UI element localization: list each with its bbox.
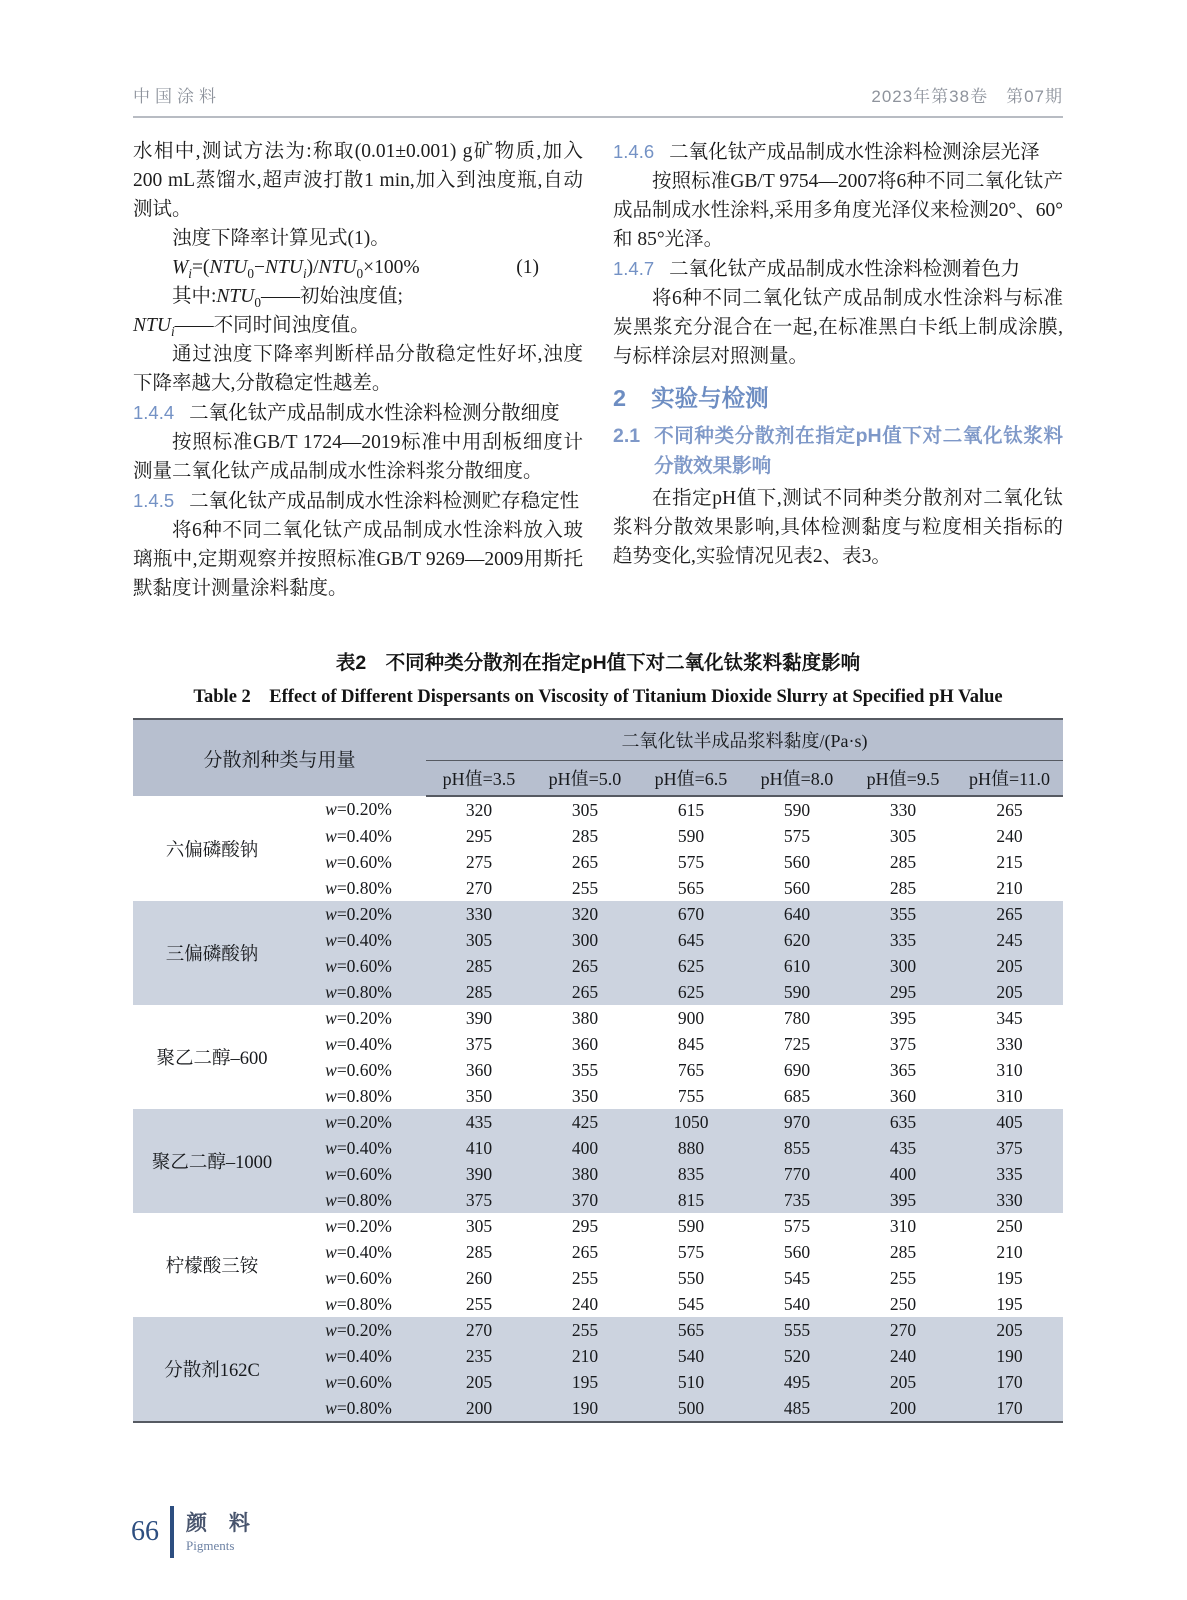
ph-column-header: pH值=3.5 <box>426 761 532 797</box>
viscosity-value-cell: 285 <box>426 953 532 979</box>
viscosity-value-cell: 495 <box>744 1369 850 1395</box>
dosage-cell: w=0.40% <box>291 1135 426 1161</box>
viscosity-value-cell: 575 <box>783 1215 811 1236</box>
viscosity-value-cell: 300 <box>532 927 638 953</box>
page-number: 66 <box>131 1516 159 1547</box>
viscosity-value-cell: 855 <box>744 1135 850 1161</box>
viscosity-value-cell: 310 <box>996 1085 1023 1106</box>
viscosity-value-cell: 195 <box>996 1267 1023 1288</box>
viscosity-value-cell: 685 <box>783 1085 811 1106</box>
equation-expression: $W_i=(NTU_0-NTU_i)/NTU_0\times 100\%$ <box>172 257 420 281</box>
dosage-cell: w=0.20% <box>291 1109 426 1135</box>
viscosity-value-cell: 780 <box>783 1007 811 1028</box>
viscosity-value-cell: 210 <box>996 877 1023 898</box>
dosage-cell: w=0.40% <box>291 1343 426 1369</box>
viscosity-value-cell: 395 <box>889 1007 917 1028</box>
table-row <box>133 1213 1063 1239</box>
viscosity-value-cell: 255 <box>532 1317 638 1343</box>
viscosity-value-cell: 355 <box>850 901 956 927</box>
table-head <box>133 719 1063 796</box>
viscosity-value-cell: 360 <box>571 1033 599 1054</box>
table-row <box>133 796 1063 823</box>
viscosity-value-cell: 370 <box>532 1187 638 1213</box>
dosage-cell: w=0.20% <box>325 1007 392 1028</box>
viscosity-value-cell: 575 <box>677 851 705 872</box>
viscosity-value-cell: 560 <box>783 851 811 872</box>
viscosity-value-cell: 540 <box>783 1293 811 1314</box>
dosage-cell: w=0.80% <box>325 877 392 898</box>
dosage-cell: w=0.20% <box>291 901 426 927</box>
viscosity-value-cell: 345 <box>996 1007 1023 1028</box>
viscosity-value-cell: 215 <box>996 851 1023 872</box>
dosage-cell: w=0.60% <box>291 1369 426 1395</box>
dosage-cell: w=0.60% <box>325 1267 392 1288</box>
subsection-heading-1-4-7 <box>613 254 1063 284</box>
viscosity-value-cell: 435 <box>850 1135 956 1161</box>
subsection-heading-1-4-6 <box>613 137 1063 167</box>
table-caption-chinese: 表2 不同种类分散剂在指定pH值下对二氧化钛浆料黏度影响 <box>335 652 861 674</box>
viscosity-value-cell: 320 <box>532 901 638 927</box>
dosage-cell: w=0.40% <box>325 825 392 846</box>
viscosity-value-cell: 200 <box>426 1395 532 1422</box>
viscosity-value-cell: 170 <box>956 1395 1063 1422</box>
viscosity-value-cell: 970 <box>744 1109 850 1135</box>
viscosity-value-cell: 255 <box>571 1267 599 1288</box>
table-body <box>133 796 1063 1422</box>
viscosity-value-cell: 355 <box>571 1059 599 1080</box>
viscosity-value-cell: 565 <box>638 1317 744 1343</box>
viscosity-value-cell: 305 <box>426 927 532 953</box>
viscosity-value-cell: 620 <box>744 927 850 953</box>
viscosity-value-cell: 265 <box>996 799 1023 820</box>
viscosity-value-cell: 330 <box>956 1187 1063 1213</box>
viscosity-value-cell: 285 <box>889 877 917 898</box>
subsection-number: 1.4.6 <box>613 141 655 162</box>
dosage-cell: w=0.60% <box>291 953 426 979</box>
viscosity-value-cell: 590 <box>783 799 811 820</box>
dispersant-name-cell: 柠檬酸三铵 <box>165 1257 259 1277</box>
viscosity-value-cell: 435 <box>426 1109 532 1135</box>
journal-title: 中国涂料 <box>133 87 221 106</box>
viscosity-value-cell: 485 <box>744 1395 850 1422</box>
viscosity-value-cell: 295 <box>465 825 493 846</box>
ph-column-header: pH值=5.0 <box>532 761 638 797</box>
viscosity-value-cell: 645 <box>638 927 744 953</box>
viscosity-value-cell: 590 <box>677 825 705 846</box>
equation-1 <box>133 253 583 282</box>
ph-column-header: pH值=8.0 <box>744 761 850 797</box>
paragraph: 水相中,测试方法为:称取(0.01±0.001) g矿物质,加入200 mL蒸馏水,超声波打散1 min,加入到浊度瓶,自动测试。 <box>133 141 583 220</box>
viscosity-value-cell: 275 <box>465 851 493 872</box>
viscosity-value-cell: 255 <box>465 1293 493 1314</box>
viscosity-value-cell: 260 <box>465 1267 493 1288</box>
viscosity-value-cell: 360 <box>889 1085 917 1106</box>
viscosity-value-cell: 565 <box>677 877 705 898</box>
viscosity-value-cell: 265 <box>532 953 638 979</box>
viscosity-value-cell: 235 <box>426 1343 532 1369</box>
table-row <box>133 1005 1063 1031</box>
viscosity-value-cell: 400 <box>532 1135 638 1161</box>
viscosity-value-cell: 625 <box>638 953 744 979</box>
viscosity-value-cell: 725 <box>783 1033 811 1054</box>
viscosity-value-cell: 560 <box>783 1241 811 1262</box>
dosage-cell: w=0.80% <box>291 1187 426 1213</box>
viscosity-value-cell: 305 <box>571 799 599 820</box>
viscosity-value-cell: 400 <box>850 1161 956 1187</box>
viscosity-value-cell: 615 <box>677 799 705 820</box>
viscosity-value-cell: 330 <box>996 1033 1023 1054</box>
section-number: 2 <box>613 385 627 411</box>
ph-column-header: pH值=11.0 <box>956 761 1063 797</box>
viscosity-value-cell: 640 <box>744 901 850 927</box>
viscosity-value-cell: 285 <box>889 851 917 872</box>
viscosity-value-cell: 335 <box>850 927 956 953</box>
dosage-cell: w=0.20% <box>291 1317 426 1343</box>
dosage-cell: w=0.20% <box>325 1215 392 1236</box>
subsection-number: 1.4.5 <box>133 490 175 511</box>
subsection-title: 二氧化钛产成品制成水性涂料检测涂层光泽 <box>669 142 1040 163</box>
viscosity-value-cell: 375 <box>426 1187 532 1213</box>
footer-section-names <box>186 1511 258 1554</box>
viscosity-value-cell: 295 <box>571 1215 599 1236</box>
dosage-cell: w=0.20% <box>325 799 392 819</box>
viscosity-value-cell: 560 <box>783 877 811 898</box>
paragraph: 按照标准GB/T 9754—2007将6种不同二氧化钛产成品制成水性涂料,采用多角度光泽仪来检测20°、60°和 85°光泽。 <box>613 171 1063 250</box>
viscosity-value-cell: 265 <box>532 979 638 1005</box>
dosage-cell: w=0.60% <box>325 851 392 872</box>
subsection-heading-1-4-5 <box>133 486 583 516</box>
dosage-cell: w=0.40% <box>325 1033 392 1054</box>
viscosity-value-cell: 880 <box>638 1135 744 1161</box>
viscosity-value-cell: 360 <box>465 1059 493 1080</box>
viscosity-value-cell: 845 <box>677 1033 705 1054</box>
viscosity-value-cell: 170 <box>956 1369 1063 1395</box>
dispersant-name-cell: 分散剂162C <box>133 1317 291 1422</box>
viscosity-value-cell: 210 <box>532 1343 638 1369</box>
viscosity-value-cell: 310 <box>889 1215 917 1236</box>
viscosity-value-cell: 500 <box>638 1395 744 1422</box>
page-footer <box>131 1506 258 1558</box>
viscosity-value-cell: 250 <box>996 1215 1023 1236</box>
viscosity-value-cell: 255 <box>571 877 599 898</box>
viscosity-value-cell: 900 <box>677 1007 705 1028</box>
dosage-cell: w=0.60% <box>291 1161 426 1187</box>
viscosity-value-cell: 735 <box>744 1187 850 1213</box>
section-title: 实验与检测 <box>651 385 769 411</box>
viscosity-value-cell: 205 <box>956 979 1063 1005</box>
viscosity-value-cell: 285 <box>889 1241 917 1262</box>
viscosity-value-cell: 335 <box>956 1161 1063 1187</box>
footer-divider-bar <box>170 1506 174 1558</box>
viscosity-value-cell: 305 <box>889 825 917 846</box>
table-row <box>133 1109 1063 1135</box>
paragraph: 在指定pH值下,测试不同种类分散剂对二氧化钛浆料分散效果影响,具体检测黏度与粒度相关指标的趋势变化,实验情况见表2、表3。 <box>613 488 1063 567</box>
viscosity-value-cell: 510 <box>638 1369 744 1395</box>
subsection-heading-1-4-4 <box>133 398 583 428</box>
viscosity-value-cell: 410 <box>426 1135 532 1161</box>
viscosity-value-cell: 375 <box>465 1033 493 1054</box>
viscosity-value-cell: 240 <box>996 825 1023 846</box>
running-head-rule <box>133 116 1063 118</box>
table-head-row-1 <box>133 719 1063 761</box>
section-heading-2 <box>613 380 1063 416</box>
paragraph: 浊度下降率计算见式(1)。 <box>172 228 390 249</box>
viscosity-value-cell: 295 <box>850 979 956 1005</box>
dosage-cell: w=0.40% <box>291 927 426 953</box>
section-title: 不同种类分散剂在指定pH值下对二氧化钛浆料分散效果影响 <box>654 425 1063 477</box>
viscosity-value-cell: 375 <box>889 1033 917 1054</box>
viscosity-value-cell: 365 <box>889 1059 917 1080</box>
paragraph: 按照标准GB/T 1724—2019标准中用刮板细度计测量二氧化钛产成品制成水性涂料浆分散细度。 <box>133 432 583 482</box>
viscosity-value-cell: 540 <box>638 1343 744 1369</box>
paragraph: 通过浊度下降率判断样品分散稳定性好坏,浊度下降率越大,分散稳定性越差。 <box>133 344 583 394</box>
subsection-title: 二氧化钛产成品制成水性涂料检测贮存稳定性 <box>189 491 580 512</box>
viscosity-value-cell: 270 <box>426 1317 532 1343</box>
viscosity-value-cell: 545 <box>783 1267 811 1288</box>
dispersant-name-cell: 三偏磷酸钠 <box>133 901 291 1005</box>
viscosity-value-cell: 590 <box>677 1215 705 1236</box>
viscosity-span-header: 二氧化钛半成品浆料黏度/(Pa·s) <box>426 719 1063 761</box>
viscosity-value-cell: 285 <box>426 979 532 1005</box>
viscosity-value-cell: 195 <box>532 1369 638 1395</box>
section-number: 2.1 <box>613 425 641 447</box>
viscosity-value-cell: 270 <box>465 877 493 898</box>
viscosity-value-cell: 755 <box>677 1085 705 1106</box>
viscosity-value-cell: 625 <box>638 979 744 1005</box>
viscosity-table <box>133 718 1063 1423</box>
viscosity-value-cell: 635 <box>850 1109 956 1135</box>
viscosity-value-cell: 815 <box>638 1187 744 1213</box>
dosage-cell: w=0.80% <box>291 979 426 1005</box>
viscosity-value-cell: 305 <box>465 1215 493 1236</box>
viscosity-value-cell: 265 <box>571 1241 599 1262</box>
footer-section-chinese: 颜 料 <box>186 1511 258 1535</box>
dispersant-name-cell: 聚乙二醇–600 <box>156 1049 268 1069</box>
viscosity-value-cell: 285 <box>571 825 599 846</box>
viscosity-value-cell: 330 <box>426 901 532 927</box>
viscosity-value-cell: 205 <box>850 1369 956 1395</box>
viscosity-value-cell: 350 <box>571 1085 599 1106</box>
viscosity-value-cell: 245 <box>956 927 1063 953</box>
viscosity-value-cell: 545 <box>677 1293 705 1314</box>
variable-definition: 其中$:NTU_0——$初始浊度值; <box>172 286 403 310</box>
dosage-cell: w=0.60% <box>325 1059 392 1080</box>
viscosity-value-cell: 195 <box>996 1293 1023 1314</box>
viscosity-value-cell: 250 <box>889 1293 917 1314</box>
viscosity-value-cell: 575 <box>677 1241 705 1262</box>
issue-info: 2023年第38卷 第07期 <box>871 87 1063 106</box>
viscosity-value-cell: 270 <box>850 1317 956 1343</box>
viscosity-value-cell: 375 <box>956 1135 1063 1161</box>
footer-section-english: Pigments <box>186 1537 235 1553</box>
viscosity-value-cell: 190 <box>532 1395 638 1422</box>
viscosity-value-cell: 670 <box>638 901 744 927</box>
viscosity-value-cell: 200 <box>850 1395 956 1422</box>
viscosity-value-cell: 285 <box>465 1241 493 1262</box>
dispersant-name-cell: 聚乙二醇–1000 <box>133 1109 291 1213</box>
viscosity-value-cell: 210 <box>996 1241 1023 1262</box>
dispersant-type-header: 分散剂种类与用量 <box>133 719 426 796</box>
ph-column-header: pH值=9.5 <box>850 761 956 797</box>
equation-number: (1) <box>516 257 539 278</box>
viscosity-value-cell: 690 <box>783 1059 811 1080</box>
variable-definition: $NTU_i——$不同时间浊度值。 <box>133 315 370 339</box>
right-column <box>613 137 1063 603</box>
viscosity-value-cell: 380 <box>571 1007 599 1028</box>
viscosity-value-cell: 555 <box>744 1317 850 1343</box>
viscosity-value-cell: 350 <box>465 1085 493 1106</box>
viscosity-value-cell: 610 <box>744 953 850 979</box>
viscosity-value-cell: 405 <box>956 1109 1063 1135</box>
subsection-number: 1.4.4 <box>133 402 175 423</box>
subsection-title: 二氧化钛产成品制成水性涂料检测着色力 <box>669 259 1021 280</box>
table-row <box>133 901 1063 927</box>
ph-column-header: pH值=6.5 <box>638 761 744 797</box>
dispersant-name-cell: 六偏磷酸钠 <box>165 840 259 861</box>
viscosity-value-cell: 265 <box>956 901 1063 927</box>
text-columns <box>133 137 1063 603</box>
viscosity-value-cell: 320 <box>465 799 493 820</box>
viscosity-value-cell: 520 <box>744 1343 850 1369</box>
viscosity-value-cell: 205 <box>426 1369 532 1395</box>
viscosity-value-cell: 590 <box>744 979 850 1005</box>
viscosity-value-cell: 425 <box>532 1109 638 1135</box>
viscosity-value-cell: 1050 <box>638 1109 744 1135</box>
table-caption-english: Table 2 Effect of Different Dispersants on Viscosity of Titanium Dioxide Slurry at Specified pH Value <box>193 687 1003 707</box>
dosage-cell: w=0.80% <box>325 1293 392 1314</box>
viscosity-value-cell: 390 <box>465 1007 493 1028</box>
viscosity-value-cell: 265 <box>571 851 599 872</box>
viscosity-value-cell: 390 <box>426 1161 532 1187</box>
table-captions <box>133 647 1063 708</box>
running-head <box>133 82 1063 107</box>
dosage-cell: w=0.80% <box>325 1085 392 1106</box>
viscosity-value-cell: 205 <box>956 953 1063 979</box>
dosage-cell: w=0.80% <box>291 1395 426 1422</box>
viscosity-value-cell: 835 <box>638 1161 744 1187</box>
table-row <box>133 1317 1063 1343</box>
viscosity-value-cell: 330 <box>889 799 917 820</box>
viscosity-value-cell: 190 <box>956 1343 1063 1369</box>
viscosity-value-cell: 240 <box>571 1293 599 1314</box>
viscosity-value-cell: 380 <box>532 1161 638 1187</box>
viscosity-value-cell: 575 <box>783 825 811 846</box>
viscosity-value-cell: 310 <box>996 1059 1023 1080</box>
viscosity-value-cell: 205 <box>956 1317 1063 1343</box>
paragraph: 将6种不同二氧化钛产成品制成水性涂料与标准炭黑浆充分混合在一起,在标准黑白卡纸上制成涂膜,与标样涂层对照测量。 <box>613 288 1063 367</box>
subsection-number: 1.4.7 <box>613 258 655 279</box>
viscosity-value-cell: 395 <box>850 1187 956 1213</box>
viscosity-value-cell: 240 <box>850 1343 956 1369</box>
viscosity-value-cell: 550 <box>677 1267 705 1288</box>
left-column <box>133 137 583 603</box>
dosage-cell: w=0.40% <box>325 1241 392 1262</box>
subsection-title: 二氧化钛产成品制成水性涂料检测分散细度 <box>189 403 560 424</box>
section-heading-2-1 <box>613 421 1063 481</box>
viscosity-value-cell: 255 <box>889 1267 917 1288</box>
viscosity-value-cell: 300 <box>850 953 956 979</box>
viscosity-value-cell: 765 <box>677 1059 705 1080</box>
viscosity-value-cell: 770 <box>744 1161 850 1187</box>
paragraph: 将6种不同二氧化钛产成品制成水性涂料放入玻璃瓶中,定期观察并按照标准GB/T 9269—2009用斯托默黏度计测量涂料黏度。 <box>133 520 583 599</box>
